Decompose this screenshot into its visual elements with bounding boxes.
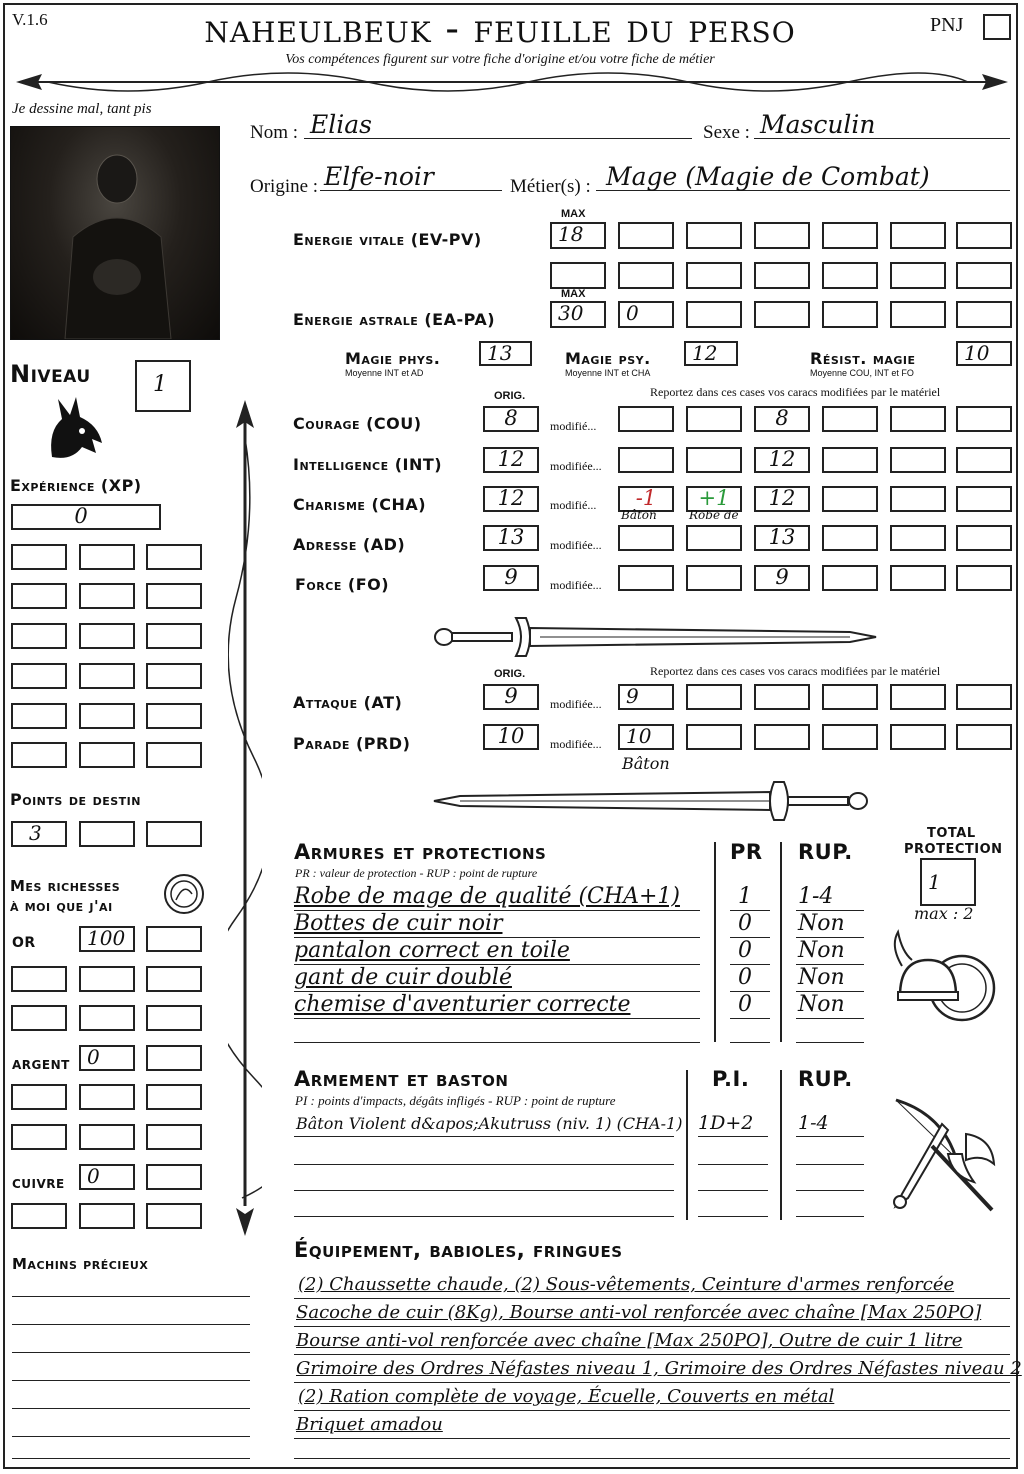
copper-box[interactable] — [11, 1203, 67, 1229]
attack-final-box[interactable] — [618, 684, 674, 710]
sword-icon — [430, 778, 880, 824]
armor-rup-value: Non — [798, 938, 845, 963]
version: V.1.6 — [12, 10, 48, 29]
armor-note: PR : valeur de protection - RUP : point de rupture — [295, 866, 538, 880]
ev-box[interactable] — [618, 222, 674, 249]
attack-mod-label: modifiée... — [550, 697, 602, 711]
ea-max-value: 30 — [558, 301, 584, 325]
carac-label: Force (FO) — [295, 575, 390, 594]
attack-final-value: 9 — [626, 684, 639, 708]
silver-box[interactable] — [146, 1124, 202, 1150]
precious-line[interactable] — [12, 1362, 250, 1381]
ea-max-box[interactable] — [550, 301, 606, 328]
ev-box[interactable] — [956, 262, 1012, 289]
destiny-label: Points de destin — [10, 790, 141, 809]
armor-rup[interactable] — [796, 911, 864, 938]
carac-malus-value: -1 — [635, 486, 657, 510]
carac-final-value: 13 — [768, 525, 796, 549]
ev-max-box[interactable] — [550, 222, 606, 249]
carac-orig-value: 9 — [504, 565, 518, 589]
magic-psy-label: Magie psy. — [565, 349, 651, 368]
crossed-weapons-icon — [882, 1094, 1006, 1218]
xp-extra-box[interactable] — [79, 623, 135, 649]
weapon-pi[interactable] — [698, 1140, 768, 1165]
xp-label: Expérience (XP) — [10, 476, 142, 495]
equipment-line[interactable] — [294, 1330, 1010, 1355]
carac-mod-box[interactable] — [822, 525, 878, 551]
ea-label: Energie astrale (EA-PA) — [293, 310, 496, 329]
armor-pr-value: 0 — [738, 965, 752, 990]
xp-extra-box[interactable] — [146, 742, 202, 768]
carac-mod-box[interactable] — [956, 486, 1012, 512]
carac-bonus-note: Robe de — [689, 508, 739, 522]
equipment-text: Grimoire des Ordres Néfastes niveau 1, Grimoire des Ordres Néfastes niveau 2 — [296, 1358, 1022, 1379]
armor-row[interactable] — [294, 938, 700, 965]
attack-mod-box[interactable] — [956, 684, 1012, 710]
precious-line[interactable] — [12, 1418, 250, 1437]
parry-final-box[interactable] — [618, 724, 674, 750]
armor-pr-value: 0 — [738, 992, 752, 1017]
magic-resist-value: 10 — [964, 341, 990, 365]
equipment-text: Briquet amadou — [296, 1414, 443, 1435]
weapon-pi[interactable] — [698, 1192, 768, 1217]
equipment-title: Équipement, babioles, fringues — [294, 1238, 623, 1262]
combat-report-note: Reportez dans ces cases vos caracs modifiées par le matériel — [650, 664, 941, 678]
carac-mod-box[interactable] — [890, 525, 946, 551]
magic-resist-note: Moyenne COU, INT et FO — [810, 368, 914, 378]
carac-mod-label: modifiée... — [550, 459, 602, 473]
armor-name: chemise d'aventurier correcte — [294, 992, 631, 1017]
ea-box[interactable] — [754, 301, 810, 328]
gold-label: OR — [12, 935, 36, 951]
carac-mod-box[interactable] — [686, 525, 742, 551]
carac-orig-box[interactable] — [483, 447, 539, 473]
ev-box[interactable] — [890, 262, 946, 289]
attack-mod-box[interactable] — [822, 684, 878, 710]
magic-psy-value: 12 — [692, 341, 718, 365]
carac-final-value: 12 — [768, 486, 796, 510]
carac-mod-box[interactable] — [890, 447, 946, 473]
armor-rup-value: 1-4 — [798, 884, 834, 909]
page-title: naheulbeuk - feuille du perso — [204, 6, 796, 52]
silver-box[interactable] — [11, 1124, 67, 1150]
ev-box[interactable] — [822, 222, 878, 249]
carac-mod-label: modifié... — [550, 498, 597, 512]
armor-pr[interactable] — [730, 1016, 770, 1043]
carac-label: Adresse (AD) — [293, 535, 406, 554]
parry-note: Bâton — [622, 754, 670, 773]
parry-mod-box[interactable] — [956, 724, 1012, 750]
weapon-row[interactable] — [294, 1140, 674, 1165]
sex-value: Masculin — [760, 110, 876, 139]
carac-orig-box[interactable] — [483, 406, 539, 432]
weapon-pi-value: 1D+2 — [698, 1112, 754, 1134]
carac-malus-note: Bâton — [621, 508, 657, 522]
armor-pr[interactable] — [730, 911, 770, 938]
wealth-label-line1: Mes richesses — [10, 877, 121, 895]
copper-label: CUIVRE — [12, 1177, 65, 1191]
carac-mod-label: modifié... — [550, 419, 597, 433]
xp-extra-box[interactable] — [11, 742, 67, 768]
equipment-text: (2) Ration complète de voyage, Écuelle, Couverts en métal — [298, 1386, 835, 1407]
equipment-text: Sacoche de cuir (8Kg), Bourse anti-vol renforcée avec chaîne [Max 250PO] — [296, 1302, 982, 1323]
xp-extra-box[interactable] — [146, 583, 202, 609]
portrait-caption: Je dessine mal, tant pis — [12, 101, 152, 117]
parry-mod-box[interactable] — [890, 724, 946, 750]
equipment-text: Bourse anti-vol renforcée avec chaîne [Max 250PO], Outre de cuir 1 litre — [296, 1330, 963, 1351]
parry-label: Parade (PRD) — [293, 734, 411, 753]
xp-value: 0 — [74, 504, 88, 528]
ev-box[interactable] — [822, 262, 878, 289]
carac-orig-value: 12 — [497, 447, 525, 471]
ea-box[interactable] — [686, 301, 742, 328]
weapons-note: PI : points d'impacts, dégâts infligés - RUP : point de rupture — [295, 1093, 616, 1108]
armor-rup[interactable] — [796, 1016, 864, 1043]
armor-pr[interactable] — [730, 884, 770, 911]
ev-max-label: MAX — [561, 208, 586, 220]
ea-current-value: 0 — [626, 301, 639, 325]
armor-pr-value: 1 — [738, 884, 752, 909]
magic-phys-box[interactable] — [479, 341, 532, 366]
armor-rup-value: Non — [798, 965, 845, 990]
carac-mod-box[interactable] — [822, 486, 878, 512]
carac-label: Courage (COU) — [293, 414, 422, 433]
silver-box[interactable] — [146, 1045, 202, 1071]
level-value: 1 — [153, 372, 167, 397]
gold-box[interactable] — [146, 966, 202, 992]
pnj-checkbox[interactable] — [983, 14, 1011, 40]
xp-extra-box[interactable] — [11, 583, 67, 609]
carac-mod-box[interactable] — [890, 486, 946, 512]
ea-box[interactable] — [822, 301, 878, 328]
weapon-name: Bâton Violent d&apos;Akutruss (niv. 1) (CHA-1) — [296, 1114, 683, 1133]
xp-extra-box[interactable] — [146, 623, 202, 649]
magic-resist-box[interactable] — [956, 341, 1012, 366]
magic-phys-value: 13 — [487, 341, 513, 365]
destiny-box[interactable] — [79, 821, 135, 847]
ev-box[interactable] — [618, 262, 674, 289]
magic-psy-box[interactable] — [684, 341, 738, 366]
silver-box[interactable] — [79, 1045, 135, 1071]
carac-final-value: 8 — [775, 406, 789, 430]
ev-box[interactable] — [686, 222, 742, 249]
xp-extra-box[interactable] — [79, 544, 135, 570]
equipment-line[interactable] — [294, 1302, 1010, 1327]
sword-icon — [430, 614, 880, 660]
weapon-row[interactable] — [294, 1166, 674, 1191]
weapon-rup[interactable] — [796, 1166, 864, 1191]
equipment-line[interactable] — [294, 1442, 1010, 1459]
ev-max-value: 18 — [558, 222, 584, 246]
weapon-row[interactable] — [294, 1112, 683, 1137]
attack-mod-box[interactable] — [754, 684, 810, 710]
gold-box[interactable] — [146, 1005, 202, 1031]
carac-mod-box[interactable] — [686, 447, 742, 473]
armor-pr-value: 0 — [738, 911, 752, 936]
total-protection-box[interactable] — [920, 858, 976, 906]
carac-mod-box[interactable] — [956, 525, 1012, 551]
ev-box[interactable] — [890, 222, 946, 249]
copper-value: 0 — [87, 1164, 100, 1188]
carac-mod-box[interactable] — [822, 406, 878, 432]
total-protection-label-1: TOTAL — [927, 826, 976, 841]
carac-mod-box[interactable] — [822, 447, 878, 473]
xp-extra-box[interactable] — [11, 663, 67, 689]
equipment-line[interactable] — [294, 1386, 1010, 1411]
carac-orig-box[interactable] — [483, 565, 539, 591]
armor-rup-value: Non — [798, 992, 845, 1017]
silver-box[interactable] — [79, 1084, 135, 1110]
ev-label: Energie vitale (EV-PV) — [293, 230, 482, 249]
ev-box[interactable] — [550, 262, 606, 289]
name-label: Nom : — [250, 122, 299, 143]
xp-extra-box[interactable] — [146, 703, 202, 729]
carac-orig-value: 8 — [504, 406, 518, 430]
weapons-pi-header: P.I. — [712, 1067, 750, 1091]
carac-mod-box[interactable] — [890, 565, 946, 591]
wealth-label-line2: à moi que j'ai — [10, 897, 113, 915]
armor-pr[interactable] — [730, 992, 770, 1019]
carac-mod-box[interactable] — [618, 525, 674, 551]
gold-box[interactable] — [79, 926, 135, 952]
carac-orig-box[interactable] — [483, 525, 539, 551]
coin-icon — [162, 872, 206, 916]
carac-mod-box[interactable] — [618, 447, 674, 473]
magic-phys-note: Moyenne INT et AD — [345, 368, 424, 378]
level-box[interactable] — [135, 360, 191, 412]
armor-rup[interactable] — [796, 884, 864, 911]
parry-mod-box[interactable] — [754, 724, 810, 750]
precious-line[interactable] — [12, 1390, 250, 1409]
carac-mod-box[interactable] — [686, 565, 742, 591]
carac-bonus-value: +1 — [698, 486, 730, 510]
gold-box[interactable] — [79, 966, 135, 992]
weapons-divider — [780, 1070, 782, 1220]
attack-label: Attaque (AT) — [293, 693, 403, 712]
xp-extra-box[interactable] — [146, 663, 202, 689]
armor-pr[interactable] — [730, 965, 770, 992]
silver-box[interactable] — [79, 1124, 135, 1150]
sex-field[interactable] — [754, 110, 1010, 139]
ev-box[interactable] — [956, 222, 1012, 249]
ea-max-label: MAX — [561, 288, 586, 300]
magic-resist-label: Résist. magie — [810, 349, 916, 368]
weapons-rup-header: RUP. — [798, 1067, 853, 1091]
magic-phys-label: Magie phys. — [345, 349, 441, 368]
ea-box[interactable] — [618, 301, 674, 328]
ea-box[interactable] — [890, 301, 946, 328]
equipment-line[interactable] — [294, 1414, 1010, 1439]
parry-mod-label: modifiée... — [550, 737, 602, 751]
weapons-title: Armement et baston — [294, 1067, 509, 1091]
name-field[interactable] — [304, 110, 692, 139]
carac-orig-value: 12 — [497, 486, 525, 510]
carac-final-box[interactable] — [754, 565, 810, 591]
attack-orig-box[interactable] — [483, 684, 539, 710]
armor-pr-header: PR — [730, 840, 763, 864]
armor-row[interactable] — [294, 1016, 700, 1043]
xp-box[interactable] — [11, 504, 161, 530]
job-value: Mage (Magie de Combat) — [606, 162, 930, 191]
destiny-box[interactable] — [146, 821, 202, 847]
helmet-shield-icon — [888, 926, 998, 1034]
xp-extra-box[interactable] — [11, 703, 67, 729]
gold-box[interactable] — [11, 1005, 67, 1031]
job-field[interactable] — [596, 162, 1010, 191]
xp-extra-box[interactable] — [79, 583, 135, 609]
caracs-report-note: Reportez dans ces cases vos caracs modifiées par le matériel — [650, 385, 941, 399]
xp-extra-box[interactable] — [11, 623, 67, 649]
armor-rup[interactable] — [796, 965, 864, 992]
ev-box[interactable] — [686, 262, 742, 289]
armor-pr[interactable] — [730, 938, 770, 965]
combat-orig-label: ORIG. — [494, 668, 526, 680]
pnj-label: PNJ — [930, 14, 964, 36]
spear-divider-icon — [8, 66, 1016, 100]
equipment-line[interactable] — [294, 1358, 1022, 1383]
armor-title: Armures et protections — [294, 840, 547, 864]
page-subtitle: Vos compétences figurent sur votre fiche d'origine et/ou votre fiche de métier — [285, 52, 715, 67]
armor-rup[interactable] — [796, 938, 864, 965]
carac-mod-box[interactable] — [956, 447, 1012, 473]
parry-orig-box[interactable] — [483, 724, 539, 750]
attack-mod-box[interactable] — [686, 684, 742, 710]
orig-label: ORIG. — [494, 390, 526, 402]
carac-mod-box[interactable] — [686, 406, 742, 432]
copper-box[interactable] — [79, 1203, 135, 1229]
armor-name: pantalon correct en toile — [294, 938, 570, 963]
copper-box[interactable] — [79, 1164, 135, 1190]
weapon-pi[interactable] — [698, 1112, 768, 1137]
carac-final-value: 12 — [768, 447, 796, 471]
precious-line[interactable] — [12, 1334, 250, 1353]
portrait-image — [10, 126, 220, 340]
magic-psy-note: Moyenne INT et CHA — [565, 368, 651, 378]
weapon-rup[interactable] — [796, 1140, 864, 1165]
ev-box[interactable] — [754, 222, 810, 249]
weapon-rup[interactable] — [796, 1112, 864, 1137]
spear-icon — [228, 398, 262, 1238]
carac-final-box[interactable] — [754, 447, 810, 473]
precious-label: Machins précieux — [12, 1255, 149, 1273]
armor-pr-value: 0 — [738, 938, 752, 963]
origin-field[interactable] — [320, 162, 502, 191]
equipment-line[interactable] — [294, 1274, 1010, 1299]
copper-box[interactable] — [146, 1203, 202, 1229]
dark-elf-figure-icon — [11, 127, 219, 339]
destiny-value: 3 — [29, 821, 42, 845]
xp-extra-box[interactable] — [11, 544, 67, 570]
weapon-rup[interactable] — [796, 1192, 864, 1217]
silver-value: 0 — [87, 1045, 100, 1069]
origin-label: Origine : — [250, 176, 319, 197]
carac-orig-value: 13 — [497, 525, 525, 549]
carac-mod-label: modifiée... — [550, 578, 602, 592]
weapon-pi[interactable] — [698, 1166, 768, 1191]
gold-box[interactable] — [11, 966, 67, 992]
parry-mod-box[interactable] — [686, 724, 742, 750]
dragon-icon — [42, 395, 106, 465]
armor-row[interactable] — [294, 884, 700, 911]
carac-mod-box[interactable] — [956, 406, 1012, 432]
total-protection-max: max : 2 — [914, 904, 974, 923]
armor-row[interactable] — [294, 992, 700, 1019]
parry-orig-value: 10 — [497, 724, 525, 748]
gold-box[interactable] — [146, 926, 202, 952]
precious-line[interactable] — [12, 1306, 250, 1325]
carac-mod-box[interactable] — [890, 406, 946, 432]
carac-final-box[interactable] — [754, 406, 810, 432]
carac-label: Intelligence (INT) — [293, 455, 443, 474]
ev-box[interactable] — [754, 262, 810, 289]
armor-name: Robe de mage de qualité (CHA+1) — [294, 884, 680, 909]
weapons-divider — [686, 1070, 688, 1220]
armor-rup-header: RUP. — [798, 840, 853, 864]
silver-label: ARGENT — [12, 1058, 70, 1072]
silver-box[interactable] — [11, 1084, 67, 1110]
parry-mod-box[interactable] — [822, 724, 878, 750]
name-value: Elias — [310, 110, 372, 139]
total-protection-value: 1 — [928, 870, 941, 894]
carac-final-value: 9 — [775, 565, 789, 589]
armor-name: gant de cuir doublé — [294, 965, 512, 990]
carac-mod-box[interactable] — [822, 565, 878, 591]
carac-mod-label: modifiée... — [550, 538, 602, 552]
armor-rup[interactable] — [796, 992, 864, 1019]
armor-divider — [780, 842, 782, 1042]
origin-value: Elfe-noir — [324, 162, 434, 191]
armor-name: Bottes de cuir noir — [294, 911, 503, 936]
attack-mod-box[interactable] — [890, 684, 946, 710]
precious-line[interactable] — [12, 1446, 250, 1459]
carac-label: Charisme (CHA) — [293, 495, 427, 514]
xp-extra-box[interactable] — [79, 742, 135, 768]
level-label: Niveau — [10, 360, 91, 388]
armor-rup-value: Non — [798, 911, 845, 936]
carac-mod-box[interactable] — [618, 406, 674, 432]
weapon-rup-value: 1-4 — [798, 1112, 829, 1134]
weapon-row[interactable] — [294, 1192, 674, 1217]
carac-mod-box[interactable] — [618, 565, 674, 591]
silver-box[interactable] — [146, 1084, 202, 1110]
xp-extra-box[interactable] — [79, 663, 135, 689]
carac-final-box[interactable] — [754, 486, 810, 512]
carac-final-box[interactable] — [754, 525, 810, 551]
xp-extra-box[interactable] — [146, 544, 202, 570]
gold-value: 100 — [87, 926, 126, 950]
total-protection-label-2: PROTECTION — [904, 842, 1003, 857]
ea-box[interactable] — [956, 301, 1012, 328]
xp-extra-box[interactable] — [79, 703, 135, 729]
parry-final-value: 10 — [626, 724, 652, 748]
equipment-text: (2) Chaussette chaude, (2) Sous-vêtements, Ceinture d'armes renforcée — [298, 1274, 955, 1295]
job-label: Métier(s) : — [510, 176, 591, 197]
carac-mod-box[interactable] — [956, 565, 1012, 591]
wealth-label — [10, 876, 120, 916]
armor-row[interactable] — [294, 911, 700, 938]
copper-box[interactable] — [146, 1164, 202, 1190]
destiny-box[interactable] — [11, 821, 67, 847]
precious-line[interactable] — [12, 1278, 250, 1297]
armor-divider — [714, 842, 716, 1042]
carac-orig-box[interactable] — [483, 486, 539, 512]
sex-label: Sexe : — [703, 122, 750, 143]
attack-orig-value: 9 — [504, 684, 518, 708]
gold-box[interactable] — [79, 1005, 135, 1031]
armor-row[interactable] — [294, 965, 700, 992]
